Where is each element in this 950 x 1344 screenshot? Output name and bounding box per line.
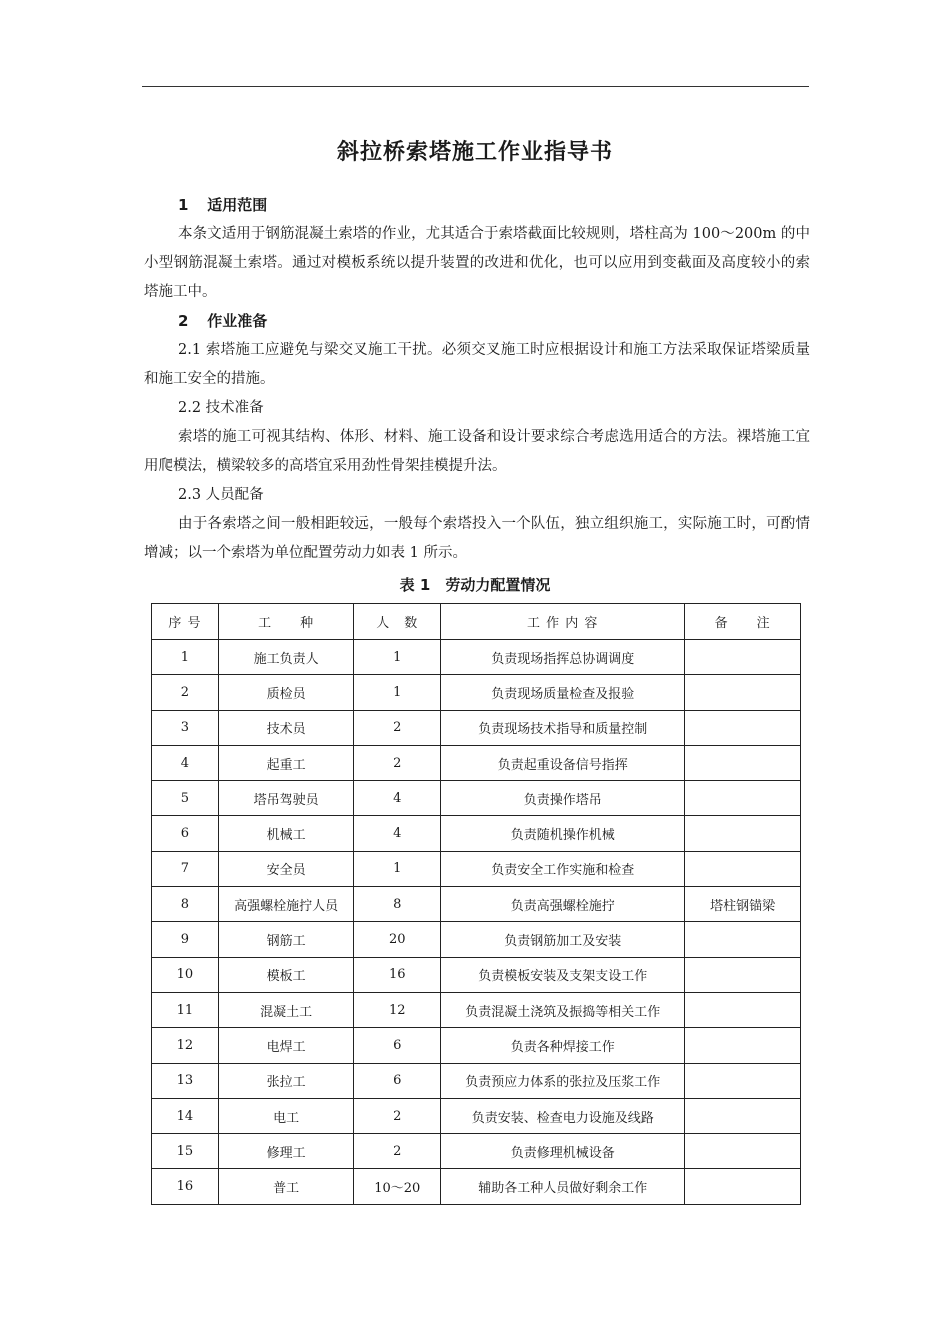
cell-count: 6 bbox=[354, 1063, 441, 1098]
table-row bbox=[152, 745, 801, 780]
section-2-2-heading: 2.2 技术准备 bbox=[178, 400, 264, 416]
cell-count: 4 bbox=[354, 781, 441, 816]
table-row bbox=[152, 781, 801, 816]
cell-remark bbox=[685, 922, 801, 957]
table-row bbox=[152, 640, 801, 675]
section-2-title: 作业准备 bbox=[207, 312, 268, 330]
labor-table bbox=[151, 603, 801, 1205]
document-body bbox=[144, 191, 810, 568]
cell-count: 12 bbox=[354, 992, 441, 1027]
table-row bbox=[152, 675, 801, 710]
cell-duty: 负责模板安装及支架支设工作 bbox=[441, 957, 685, 992]
cell-trade: 塔吊驾驶员 bbox=[218, 781, 354, 816]
cell-remark bbox=[685, 710, 801, 745]
cell-seq: 8 bbox=[152, 887, 219, 922]
cell-seq: 2 bbox=[152, 675, 219, 710]
section-2-heading bbox=[144, 307, 810, 336]
section-2-2-text: 索塔的施工可视其结构、体形、材料、施工设备和设计要求综合考虑选用适合的方法。裸塔施工宜用爬模法，横梁较多的高塔宜采用劲性骨架挂模提升法。 bbox=[144, 429, 810, 474]
cell-count: 6 bbox=[354, 1028, 441, 1063]
cell-count: 20 bbox=[354, 922, 441, 957]
section-1-title: 适用范围 bbox=[207, 196, 268, 214]
cell-remark bbox=[685, 1169, 801, 1204]
table-header-row bbox=[152, 604, 801, 640]
table-caption: 表 1 劳动力配置情况 bbox=[399, 576, 551, 594]
cell-remark bbox=[685, 1134, 801, 1169]
cell-seq: 4 bbox=[152, 745, 219, 780]
cell-remark bbox=[685, 781, 801, 816]
header-seq: 序 号 bbox=[152, 604, 219, 640]
table-row bbox=[152, 851, 801, 886]
cell-trade: 电工 bbox=[218, 1098, 354, 1133]
cell-trade: 技术员 bbox=[218, 710, 354, 745]
document-title: 斜拉桥索塔施工作业指导书 bbox=[336, 140, 613, 165]
cell-seq: 5 bbox=[152, 781, 219, 816]
cell-seq: 16 bbox=[152, 1169, 219, 1204]
table-row bbox=[152, 922, 801, 957]
cell-remark bbox=[685, 816, 801, 851]
cell-trade: 张拉工 bbox=[218, 1063, 354, 1098]
cell-count: 10～20 bbox=[354, 1169, 441, 1204]
cell-remark bbox=[685, 675, 801, 710]
cell-duty: 负责现场质量检查及报验 bbox=[441, 675, 685, 710]
cell-duty: 辅助各工种人员做好剩余工作 bbox=[441, 1169, 685, 1204]
cell-trade: 普工 bbox=[218, 1169, 354, 1204]
cell-trade: 质检员 bbox=[218, 675, 354, 710]
cell-seq: 9 bbox=[152, 922, 219, 957]
cell-count: 2 bbox=[354, 1098, 441, 1133]
cell-duty: 负责随机操作机械 bbox=[441, 816, 685, 851]
cell-seq: 12 bbox=[152, 1028, 219, 1063]
cell-duty: 负责钢筋加工及安装 bbox=[441, 922, 685, 957]
header-duty: 工 作 内 容 bbox=[441, 604, 685, 640]
cell-remark bbox=[685, 851, 801, 886]
cell-duty: 负责安装、检查电力设施及线路 bbox=[441, 1098, 685, 1133]
cell-count: 2 bbox=[354, 745, 441, 780]
cell-trade: 模板工 bbox=[218, 957, 354, 992]
cell-remark bbox=[685, 1098, 801, 1133]
cell-seq: 7 bbox=[152, 851, 219, 886]
cell-remark bbox=[685, 992, 801, 1027]
cell-trade: 安全员 bbox=[218, 851, 354, 886]
cell-duty: 负责现场指挥总协调调度 bbox=[441, 640, 685, 675]
cell-remark bbox=[685, 745, 801, 780]
cell-duty: 负责起重设备信号指挥 bbox=[441, 745, 685, 780]
cell-duty: 负责安全工作实施和检查 bbox=[441, 851, 685, 886]
cell-count: 1 bbox=[354, 675, 441, 710]
table-row bbox=[152, 887, 801, 922]
cell-seq: 10 bbox=[152, 957, 219, 992]
table-row bbox=[152, 1028, 801, 1063]
cell-seq: 13 bbox=[152, 1063, 219, 1098]
cell-remark bbox=[685, 640, 801, 675]
header-remark: 备 注 bbox=[685, 604, 801, 640]
cell-remark bbox=[685, 1063, 801, 1098]
cell-duty: 负责高强螺栓施拧 bbox=[441, 887, 685, 922]
cell-trade: 修理工 bbox=[218, 1134, 354, 1169]
section-2-1-text: 2.1 索塔施工应避免与梁交叉施工干扰。必须交叉施工时应根据设计和施工方法采取保证塔梁质量和施工安全的措施。 bbox=[144, 342, 810, 387]
cell-trade: 高强螺栓施拧人员 bbox=[218, 887, 354, 922]
section-2-3-heading: 2.3 人员配备 bbox=[178, 487, 264, 503]
cell-trade: 起重工 bbox=[218, 745, 354, 780]
cell-count: 1 bbox=[354, 851, 441, 886]
section-2-3-text: 由于各索塔之间一般相距较远，一般每个索塔投入一个队伍，独立组织施工，实际施工时，可酌情增减；以一个索塔为单位配置劳动力如表 1 所示。 bbox=[144, 516, 810, 561]
header-rule bbox=[142, 86, 809, 87]
cell-remark bbox=[685, 1028, 801, 1063]
cell-trade: 钢筋工 bbox=[218, 922, 354, 957]
cell-duty: 负责预应力体系的张拉及压浆工作 bbox=[441, 1063, 685, 1098]
table-row bbox=[152, 957, 801, 992]
section-1-text: 本条文适用于钢筋混凝土索塔的作业，尤其适合于索塔截面比较规则，塔柱高为 100～200m 的中小型钢筋混凝土索塔。通过对模板系统以提升装置的改进和优化，也可以应用到变截面及高度较小的索塔施工中。 bbox=[144, 226, 810, 300]
table-row bbox=[152, 1063, 801, 1098]
cell-trade: 电焊工 bbox=[218, 1028, 354, 1063]
cell-count: 2 bbox=[354, 710, 441, 745]
cell-trade: 机械工 bbox=[218, 816, 354, 851]
table-row bbox=[152, 1098, 801, 1133]
section-1-number: 1 bbox=[178, 196, 189, 214]
cell-count: 1 bbox=[354, 640, 441, 675]
cell-seq: 1 bbox=[152, 640, 219, 675]
cell-duty: 负责修理机械设备 bbox=[441, 1134, 685, 1169]
header-count: 人 数 bbox=[354, 604, 441, 640]
table-row bbox=[152, 1134, 801, 1169]
table-row bbox=[152, 816, 801, 851]
cell-count: 4 bbox=[354, 816, 441, 851]
section-1-heading bbox=[144, 191, 810, 220]
table-row bbox=[152, 1169, 801, 1204]
cell-duty: 负责各种焊接工作 bbox=[441, 1028, 685, 1063]
cell-remark bbox=[685, 957, 801, 992]
cell-duty: 负责现场技术指导和质量控制 bbox=[441, 710, 685, 745]
cell-trade: 混凝土工 bbox=[218, 992, 354, 1027]
cell-seq: 6 bbox=[152, 816, 219, 851]
section-2-number: 2 bbox=[178, 312, 189, 330]
table-row bbox=[152, 992, 801, 1027]
header-trade: 工 种 bbox=[218, 604, 354, 640]
cell-count: 8 bbox=[354, 887, 441, 922]
cell-trade: 施工负责人 bbox=[218, 640, 354, 675]
cell-seq: 3 bbox=[152, 710, 219, 745]
cell-count: 16 bbox=[354, 957, 441, 992]
cell-count: 2 bbox=[354, 1134, 441, 1169]
cell-seq: 11 bbox=[152, 992, 219, 1027]
cell-seq: 15 bbox=[152, 1134, 219, 1169]
cell-duty: 负责混凝土浇筑及振捣等相关工作 bbox=[441, 992, 685, 1027]
cell-seq: 14 bbox=[152, 1098, 219, 1133]
table-row bbox=[152, 710, 801, 745]
cell-duty: 负责操作塔吊 bbox=[441, 781, 685, 816]
cell-remark: 塔柱钢锚梁 bbox=[685, 887, 801, 922]
table-body bbox=[152, 640, 801, 1205]
